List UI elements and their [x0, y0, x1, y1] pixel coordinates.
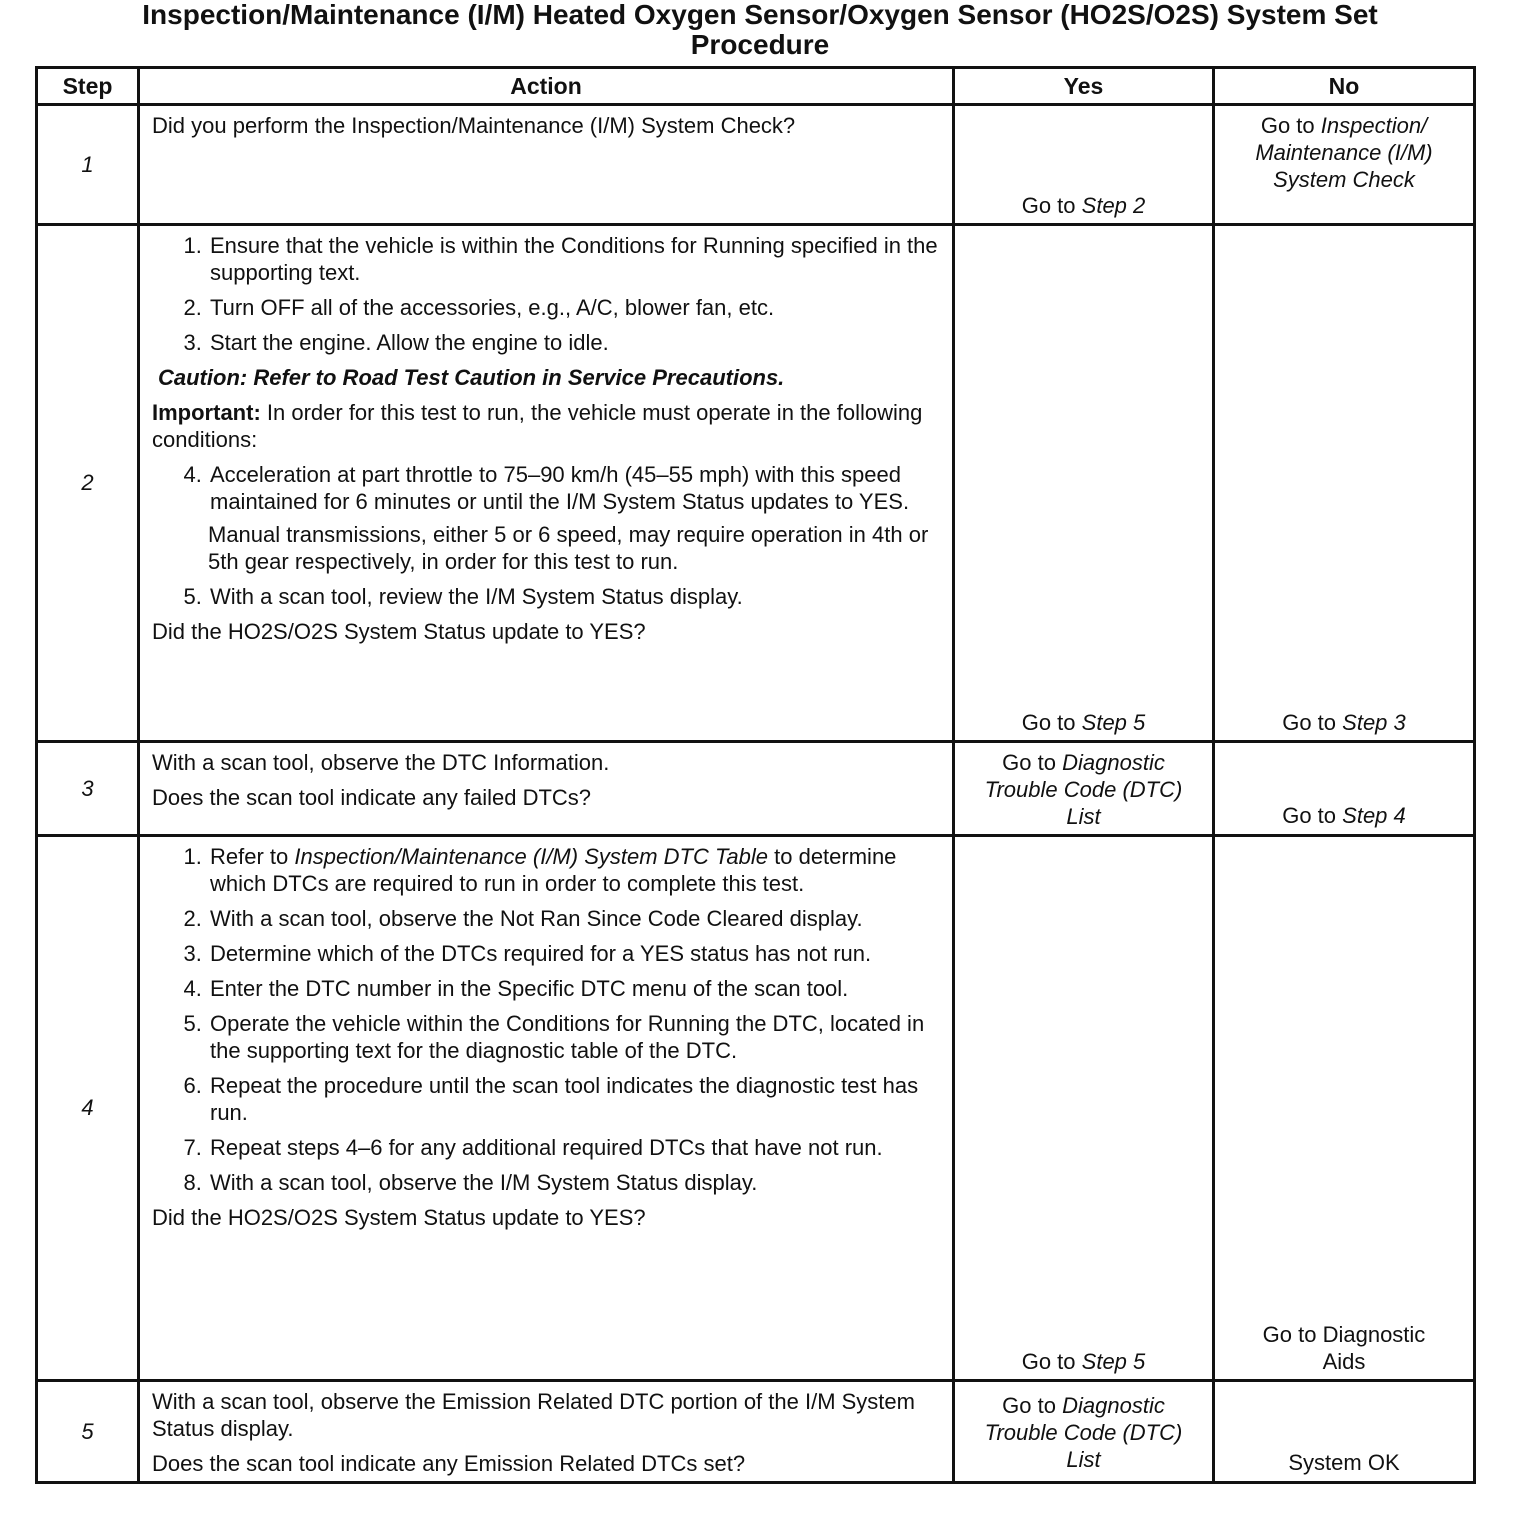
yes-cell	[954, 105, 1214, 225]
yes-link[interactable]: Diagnostic Trouble Code (DTC) List	[984, 750, 1183, 829]
step-number: 2	[37, 225, 139, 742]
no-link[interactable]: Step 4	[1342, 803, 1406, 828]
list-item: 1. Ensure that the vehicle is within the Conditions for Running specified in the supporting text.	[208, 232, 942, 286]
step-number: 1	[37, 105, 139, 225]
yes-cell	[954, 1381, 1214, 1483]
question-text: Does the scan tool indicate any Emission Related DTCs set?	[152, 1451, 746, 1476]
instruction-text: With a scan tool, observe the DTC Information.	[152, 750, 610, 775]
step-number: 4	[37, 836, 139, 1381]
question-text: Did you perform the Inspection/Maintenance (I/M) System Check?	[152, 113, 796, 138]
no-link[interactable]: Step 3	[1342, 710, 1406, 735]
list-item: 2. With a scan tool, observe the Not Ran Since Code Cleared display.	[208, 905, 942, 932]
header-row	[37, 68, 1475, 105]
list-item: 5. Operate the vehicle within the Conditions for Running the DTC, located in the supporting text for the diagnostic table of the DTC.	[208, 1010, 942, 1064]
no-cell	[1214, 836, 1475, 1381]
list-item: 6. Repeat the procedure until the scan tool indicates the diagnostic test has run.	[208, 1072, 942, 1126]
caution-note: Caution: Refer to Road Test Caution in Service Precautions.	[158, 365, 785, 390]
question-text: Did the HO2S/O2S System Status update to YES?	[152, 1205, 646, 1230]
yes-cell	[954, 836, 1214, 1381]
action-cell	[139, 105, 954, 225]
important-note: Important: In order for this test to run, the vehicle must operate in the following conditions:	[152, 400, 923, 452]
step-number: 3	[37, 742, 139, 836]
title-line-2: Procedure	[690, 29, 830, 60]
list-item: 2. Turn OFF all of the accessories, e.g., A/C, blower fan, etc.	[208, 294, 942, 321]
action-list	[152, 843, 942, 1196]
yes-link[interactable]: Step 5	[1081, 710, 1146, 735]
yes-link[interactable]: Step 2	[1081, 193, 1146, 218]
question-text: Does the scan tool indicate any failed DTCs?	[152, 785, 592, 810]
list-item: 3. Determine which of the DTCs required for a YES status has not run.	[208, 940, 942, 967]
action-cell	[139, 1381, 954, 1483]
table-row-step-2	[37, 225, 1475, 742]
yes-link[interactable]: Step 5	[1081, 1349, 1146, 1374]
header-no: No	[1214, 68, 1475, 105]
step-number: 5	[37, 1381, 139, 1483]
procedure-table	[35, 66, 1476, 1484]
list-item: 8. With a scan tool, observe the I/M System Status display.	[208, 1169, 942, 1196]
transmission-note: Manual transmissions, either 5 or 6 speed, may require operation in 4th or 5th gear respectively, in order for this test to run.	[208, 522, 929, 574]
no-link[interactable]: Inspection/ Maintenance (I/M) System Check	[1255, 113, 1433, 192]
action-list	[152, 461, 942, 515]
no-cell	[1214, 742, 1475, 836]
list-item: 4. Enter the DTC number in the Specific DTC menu of the scan tool.	[208, 975, 942, 1002]
no-cell	[1214, 225, 1475, 742]
yes-result[interactable]: Go to Step 5	[1021, 710, 1146, 735]
table-row-step-1	[37, 105, 1475, 225]
header-step: Step	[37, 68, 139, 105]
header-yes: Yes	[954, 68, 1214, 105]
no-result[interactable]: Go to Step 4	[1282, 803, 1406, 828]
instruction-text: With a scan tool, observe the Emission Related DTC portion of the I/M System Status display.	[152, 1389, 915, 1441]
list-item: 7. Repeat steps 4–6 for any additional required DTCs that have not run.	[208, 1134, 942, 1161]
action-list	[152, 232, 942, 356]
yes-result[interactable]: Go to Diagnostic Trouble Code (DTC) List	[984, 750, 1183, 829]
no-cell	[1214, 105, 1475, 225]
question-text: Did the HO2S/O2S System Status update to YES?	[152, 619, 646, 644]
dtc-table-link[interactable]: Inspection/Maintenance (I/M) System DTC Table	[294, 844, 768, 869]
action-cell	[139, 225, 954, 742]
table-row-step-3	[37, 742, 1475, 836]
header-action: Action	[139, 68, 954, 105]
table-row-step-5	[37, 1381, 1475, 1483]
yes-cell	[954, 742, 1214, 836]
yes-result[interactable]: Go to Step 2	[1021, 193, 1146, 218]
yes-result[interactable]: Go to Diagnostic Trouble Code (DTC) List	[984, 1393, 1183, 1472]
action-list	[152, 583, 942, 610]
table-row-step-4	[37, 836, 1475, 1381]
no-result[interactable]: Go to Step 3	[1282, 710, 1406, 735]
page-title	[40, 0, 1480, 60]
no-cell	[1214, 1381, 1475, 1483]
title-line-1: Inspection/Maintenance (I/M) Heated Oxygen Sensor/Oxygen Sensor (HO2S/O2S) System Set	[142, 0, 1378, 30]
list-item: 1. Refer to Inspection/Maintenance (I/M) System DTC Table to determine which DTCs are required to run in order to complete this test.	[208, 843, 942, 897]
action-cell	[139, 742, 954, 836]
no-result[interactable]: Go to Diagnostic Aids	[1262, 1322, 1426, 1374]
no-result[interactable]: Go to Inspection/ Maintenance (I/M) System Check	[1255, 113, 1433, 192]
no-result[interactable]: System OK	[1288, 1450, 1400, 1475]
list-item: 3. Start the engine. Allow the engine to idle.	[208, 329, 942, 356]
list-item: 5. With a scan tool, review the I/M System Status display.	[208, 583, 942, 610]
yes-link[interactable]: Diagnostic Trouble Code (DTC) List	[984, 1393, 1183, 1472]
action-cell	[139, 836, 954, 1381]
yes-result[interactable]: Go to Step 5	[1021, 1349, 1146, 1374]
list-item: 4. Acceleration at part throttle to 75–90 km/h (45–55 mph) with this speed maintained for 6 minutes or until the I/M System Status updates to YES.	[208, 461, 942, 515]
yes-cell	[954, 225, 1214, 742]
